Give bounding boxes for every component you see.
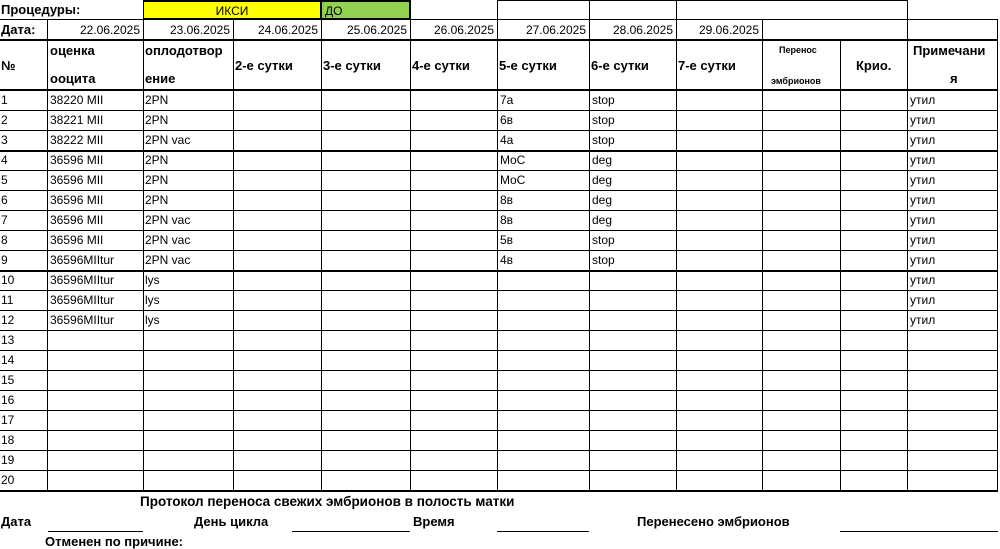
row-number: 16	[1, 393, 15, 407]
header-day6: 6-е сутки	[591, 58, 649, 73]
day6-cell[interactable]: deg	[592, 193, 613, 207]
header-day2: 2-е сутки	[235, 58, 293, 73]
row-number: 14	[1, 353, 15, 367]
fert-cell[interactable]: lys	[145, 273, 160, 287]
footer-date-label: Дата	[1, 514, 32, 529]
footer-time-label: Время	[413, 514, 455, 529]
row-number: 9	[1, 253, 8, 267]
grid-line	[762, 19, 763, 492]
oocyte-cell[interactable]: 36596 MII	[50, 153, 104, 167]
day5-cell[interactable]: 5в	[500, 233, 514, 247]
grid-line	[143, 0, 144, 492]
footer-title: Протокол переноса свежих эмбрионов в полость матки	[140, 494, 515, 509]
header-oocyte-line1: оценка	[50, 43, 95, 58]
row-line	[0, 390, 998, 391]
row-line	[0, 490, 998, 492]
note-cell[interactable]: утил	[910, 213, 936, 227]
fert-cell[interactable]: 2PN vac	[145, 213, 191, 227]
note-cell[interactable]: утил	[910, 293, 936, 307]
day6-cell[interactable]: stop	[592, 113, 615, 127]
date-cell[interactable]: 23.06.2025	[169, 23, 230, 37]
grid-line	[0, 19, 998, 20]
grid-line	[907, 0, 908, 492]
oocyte-cell[interactable]: 38222 MII	[50, 133, 104, 147]
day6-cell[interactable]: deg	[592, 173, 613, 187]
header-day7: 7-е сутки	[678, 58, 736, 73]
fert-cell[interactable]: lys	[145, 293, 160, 307]
row-number: 19	[1, 453, 15, 467]
grid-line	[676, 0, 677, 492]
procedure-do-cell[interactable]: ДО	[321, 1, 410, 19]
oocyte-cell[interactable]: 38220 MII	[50, 93, 104, 107]
oocyte-cell[interactable]: 36596MIItur	[50, 273, 115, 287]
row-number: 7	[1, 213, 8, 227]
date-cell[interactable]: 27.06.2025	[525, 23, 586, 37]
oocyte-cell[interactable]: 36596MIItur	[50, 313, 115, 327]
day6-cell[interactable]: stop	[592, 233, 615, 247]
row-number: 11	[1, 293, 14, 307]
day5-cell[interactable]: 8в	[500, 193, 514, 207]
row-number: 12	[1, 313, 15, 327]
grid-line	[589, 0, 590, 492]
day5-cell[interactable]: 4а	[500, 133, 514, 147]
row-number: 8	[1, 233, 8, 247]
oocyte-cell[interactable]: 38221 MII	[50, 113, 104, 127]
footer-transferred-label: Перенесено эмбрионов	[637, 514, 790, 529]
row-number: 17	[1, 413, 15, 427]
row-line	[0, 430, 998, 431]
date-cell[interactable]: 28.06.2025	[612, 23, 673, 37]
footer-transferred-field[interactable]	[840, 531, 998, 532]
row-line	[0, 450, 998, 451]
day6-cell[interactable]: stop	[592, 253, 615, 267]
note-cell[interactable]: утил	[910, 133, 936, 147]
row-line	[0, 470, 998, 471]
grid-line	[143, 0, 410, 1]
fert-cell[interactable]: 2PN vac	[145, 253, 191, 267]
grid-line	[497, 0, 907, 1]
header-transfer-line1: Перенос	[779, 45, 817, 55]
header-transfer-line2: эмбрионов	[771, 76, 821, 86]
row-number: 6	[1, 193, 8, 207]
oocyte-cell[interactable]: 36596 MII	[50, 233, 104, 247]
day5-cell[interactable]: 8в	[500, 213, 514, 227]
date-cell[interactable]: 24.06.2025	[257, 23, 318, 37]
grid-line	[497, 0, 498, 492]
row-number: 5	[1, 173, 8, 187]
grid-line	[321, 0, 322, 492]
header-cryo: Крио.	[856, 58, 892, 73]
day5-cell[interactable]: 6в	[500, 113, 514, 127]
grid-line	[47, 19, 48, 492]
date-cell[interactable]: 26.06.2025	[433, 23, 494, 37]
row-number: 4	[1, 153, 8, 167]
header-fert-line2: ение	[145, 71, 176, 86]
fert-cell[interactable]: lys	[145, 313, 160, 327]
header-day4: 4-е сутки	[412, 58, 470, 73]
oocyte-cell[interactable]: 36596MIItur	[50, 253, 115, 267]
day5-cell[interactable]: MoC	[500, 173, 526, 187]
row-number: 10	[1, 273, 15, 287]
note-cell[interactable]: утил	[910, 313, 936, 327]
date-cell[interactable]: 22.06.2025	[79, 23, 140, 37]
fert-cell[interactable]: 2PN	[145, 193, 169, 207]
header-oocyte-line2: ооцита	[50, 71, 96, 86]
oocyte-cell[interactable]: 36596 MII	[50, 193, 104, 207]
footer-date-field[interactable]	[48, 531, 143, 532]
footer-cycle-label: День цикла	[194, 514, 269, 529]
note-cell[interactable]: утил	[910, 233, 936, 247]
row-line	[0, 410, 998, 411]
note-cell[interactable]: утил	[910, 193, 936, 207]
oocyte-cell[interactable]: 36596 MII	[50, 173, 104, 187]
row-number: 1	[1, 93, 8, 107]
footer-cancelled-label: Отменен по причине:	[45, 534, 184, 549]
date-cell[interactable]: 29.06.2025	[698, 23, 759, 37]
row-number: 15	[1, 373, 15, 387]
header-notes-line1: Примечани	[913, 43, 986, 58]
fert-cell[interactable]: 2PN vac	[145, 133, 191, 147]
row-line	[0, 350, 998, 351]
day5-cell[interactable]: MoC	[500, 153, 526, 167]
grid-line	[233, 19, 234, 492]
procedure-icsi-cell[interactable]: ИКСИ	[143, 1, 321, 19]
header-num: №	[1, 58, 16, 73]
fert-cell[interactable]: 2PN	[145, 113, 169, 127]
date-cell[interactable]: 25.06.2025	[346, 23, 407, 37]
row-number: 20	[1, 473, 15, 487]
row-number: 3	[1, 133, 8, 147]
row-line	[0, 330, 998, 331]
day6-cell[interactable]: deg	[592, 153, 613, 167]
day6-cell[interactable]: stop	[592, 133, 615, 147]
footer-cycle-field[interactable]	[292, 531, 410, 532]
note-cell[interactable]: утил	[910, 173, 936, 187]
grid-line	[0, 39, 998, 41]
header-notes-line2: я	[950, 71, 958, 86]
oocyte-cell[interactable]: 36596MIItur	[50, 293, 115, 307]
grid-line	[997, 19, 998, 492]
grid-line	[410, 0, 411, 492]
row-number: 13	[1, 333, 15, 347]
note-cell[interactable]: утил	[910, 273, 936, 287]
procedures-label: Процедуры:	[1, 2, 81, 17]
fert-cell[interactable]: 2PN vac	[145, 233, 191, 247]
day6-cell[interactable]: stop	[592, 93, 615, 107]
row-line	[0, 370, 998, 371]
footer-time-field[interactable]	[497, 531, 589, 532]
date-label: Дата:	[1, 22, 36, 37]
header-fert-line1: оплодотвор	[145, 43, 223, 58]
fert-cell[interactable]: 2PN	[145, 173, 169, 187]
header-day3: 3-е сутки	[323, 58, 381, 73]
note-cell[interactable]: утил	[910, 113, 936, 127]
note-cell[interactable]: утил	[910, 93, 936, 107]
fert-cell[interactable]: 2PN	[145, 153, 169, 167]
day6-cell[interactable]: deg	[592, 213, 613, 227]
note-cell[interactable]: утил	[910, 253, 936, 267]
row-number: 2	[1, 113, 8, 127]
day5-cell[interactable]: 7а	[500, 93, 514, 107]
oocyte-cell[interactable]: 36596 MII	[50, 213, 104, 227]
day5-cell[interactable]: 4в	[500, 253, 514, 267]
row-number: 18	[1, 433, 15, 447]
grid-line	[840, 40, 841, 492]
header-day5: 5-е сутки	[499, 58, 557, 73]
note-cell[interactable]: утил	[910, 153, 936, 167]
fert-cell[interactable]: 2PN	[145, 93, 169, 107]
